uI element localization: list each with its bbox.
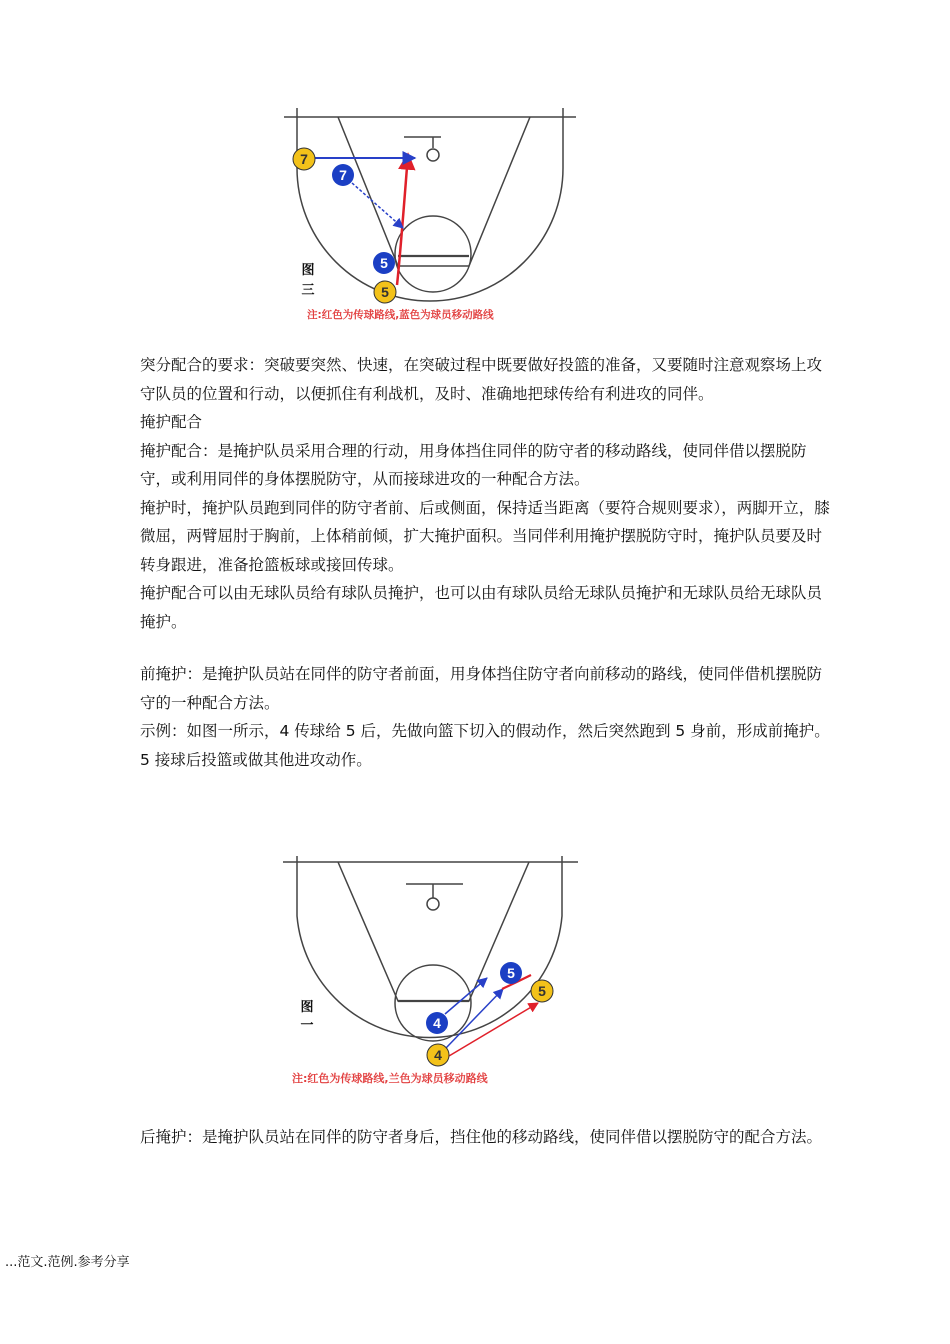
player-blue-5 (373, 252, 395, 274)
player-blue-7 (332, 164, 354, 186)
front-screen-example: 示例：如图一所示，4 传球给 5 后，先做向篮下切入的假动作，然后突然跑到 5 身前，形成前掩护。5 接球后投篮或做其他进攻动作。 (140, 722, 830, 769)
move-line-blue-diag (352, 183, 403, 228)
player-blue-4-fig1 (426, 1012, 448, 1034)
figure-three-diagram (280, 108, 580, 328)
text-section-2 (140, 1123, 830, 1152)
player-yellow-5 (374, 281, 396, 303)
figure-three-label-1: 图 (301, 263, 315, 278)
svg-text:7: 7 (339, 167, 347, 183)
pass-line-red-fig1 (449, 1003, 538, 1056)
player-blue-5-fig1 (500, 962, 522, 984)
svg-text:4: 4 (433, 1015, 441, 1031)
back-screen-definition: 后掩护：是掩护队员站在同伴的防守者身后，挡住他的移动路线，使同伴借以摆脱防守的配合方法。 (140, 1128, 823, 1146)
figure-one-label-1: 图 (300, 1000, 314, 1015)
svg-text:5: 5 (507, 965, 515, 981)
move-line-blue-4b (446, 989, 503, 1048)
svg-text:5: 5 (380, 255, 388, 271)
page-footer: ...范文.范例.参考分享 (5, 1255, 130, 1270)
court-lines-fig1 (283, 856, 578, 1041)
svg-text:4: 4 (434, 1047, 442, 1063)
screen-technique: 掩护时，掩护队员跑到同伴的防守者前、后或侧面，保持适当距离（要符合规则要求），两脚开立，膝微屈，两臂屈肘于胸前，上体稍前倾，扩大掩护面积。当同伴利用掩护摆脱防守时，掩护队员要及时转身跟进，准备抢篮板球或接回传球。 (140, 498, 830, 574)
player-yellow-7 (293, 148, 315, 170)
svg-text:5: 5 (538, 983, 546, 999)
figure-three-label-2: 三 (301, 283, 315, 298)
figure-one-diagram (283, 856, 583, 1096)
breakthrough-requirements: 突分配合的要求：突破要突然、快速，在突破过程中既要做好投篮的准备，又要随时注意观察场上攻守队员的位置和行动，以便抓住有利战机，及时、准确地把球传给有利进攻的同伴。 (140, 356, 823, 403)
figure-three-note: 注:红色为传球路线,蓝色为球员移动路线 (307, 309, 494, 321)
figure-one-note: 注:红色为传球路线,兰色为球员移动路线 (292, 1072, 488, 1085)
svg-text:5: 5 (381, 284, 389, 300)
player-yellow-5-fig1 (531, 980, 553, 1002)
svg-text:7: 7 (300, 151, 308, 167)
player-yellow-4-fig1 (427, 1044, 449, 1066)
text-section-1 (140, 351, 830, 774)
screen-types: 掩护配合可以由无球队员给有球队员掩护，也可以由有球队员给无球队员掩护和无球队员给无球队员掩护。 (140, 584, 823, 631)
screen-heading: 掩护配合 (140, 413, 203, 431)
screen-definition: 掩护配合：是掩护队员采用合理的行动，用身体挡住同伴的防守者的移动路线，使同伴借以摆脱防守，或利用同伴的身体摆脱防守，从而接球进攻的一种配合方法。 (140, 441, 807, 488)
figure-one-label-2: 一 (300, 1018, 314, 1033)
court-lines (284, 108, 576, 301)
front-screen-definition: 前掩护：是掩护队员站在同伴的防守者前面，用身体挡住防守者向前移动的路线，使同伴借机摆脱防守的一种配合方法。 (140, 665, 823, 712)
